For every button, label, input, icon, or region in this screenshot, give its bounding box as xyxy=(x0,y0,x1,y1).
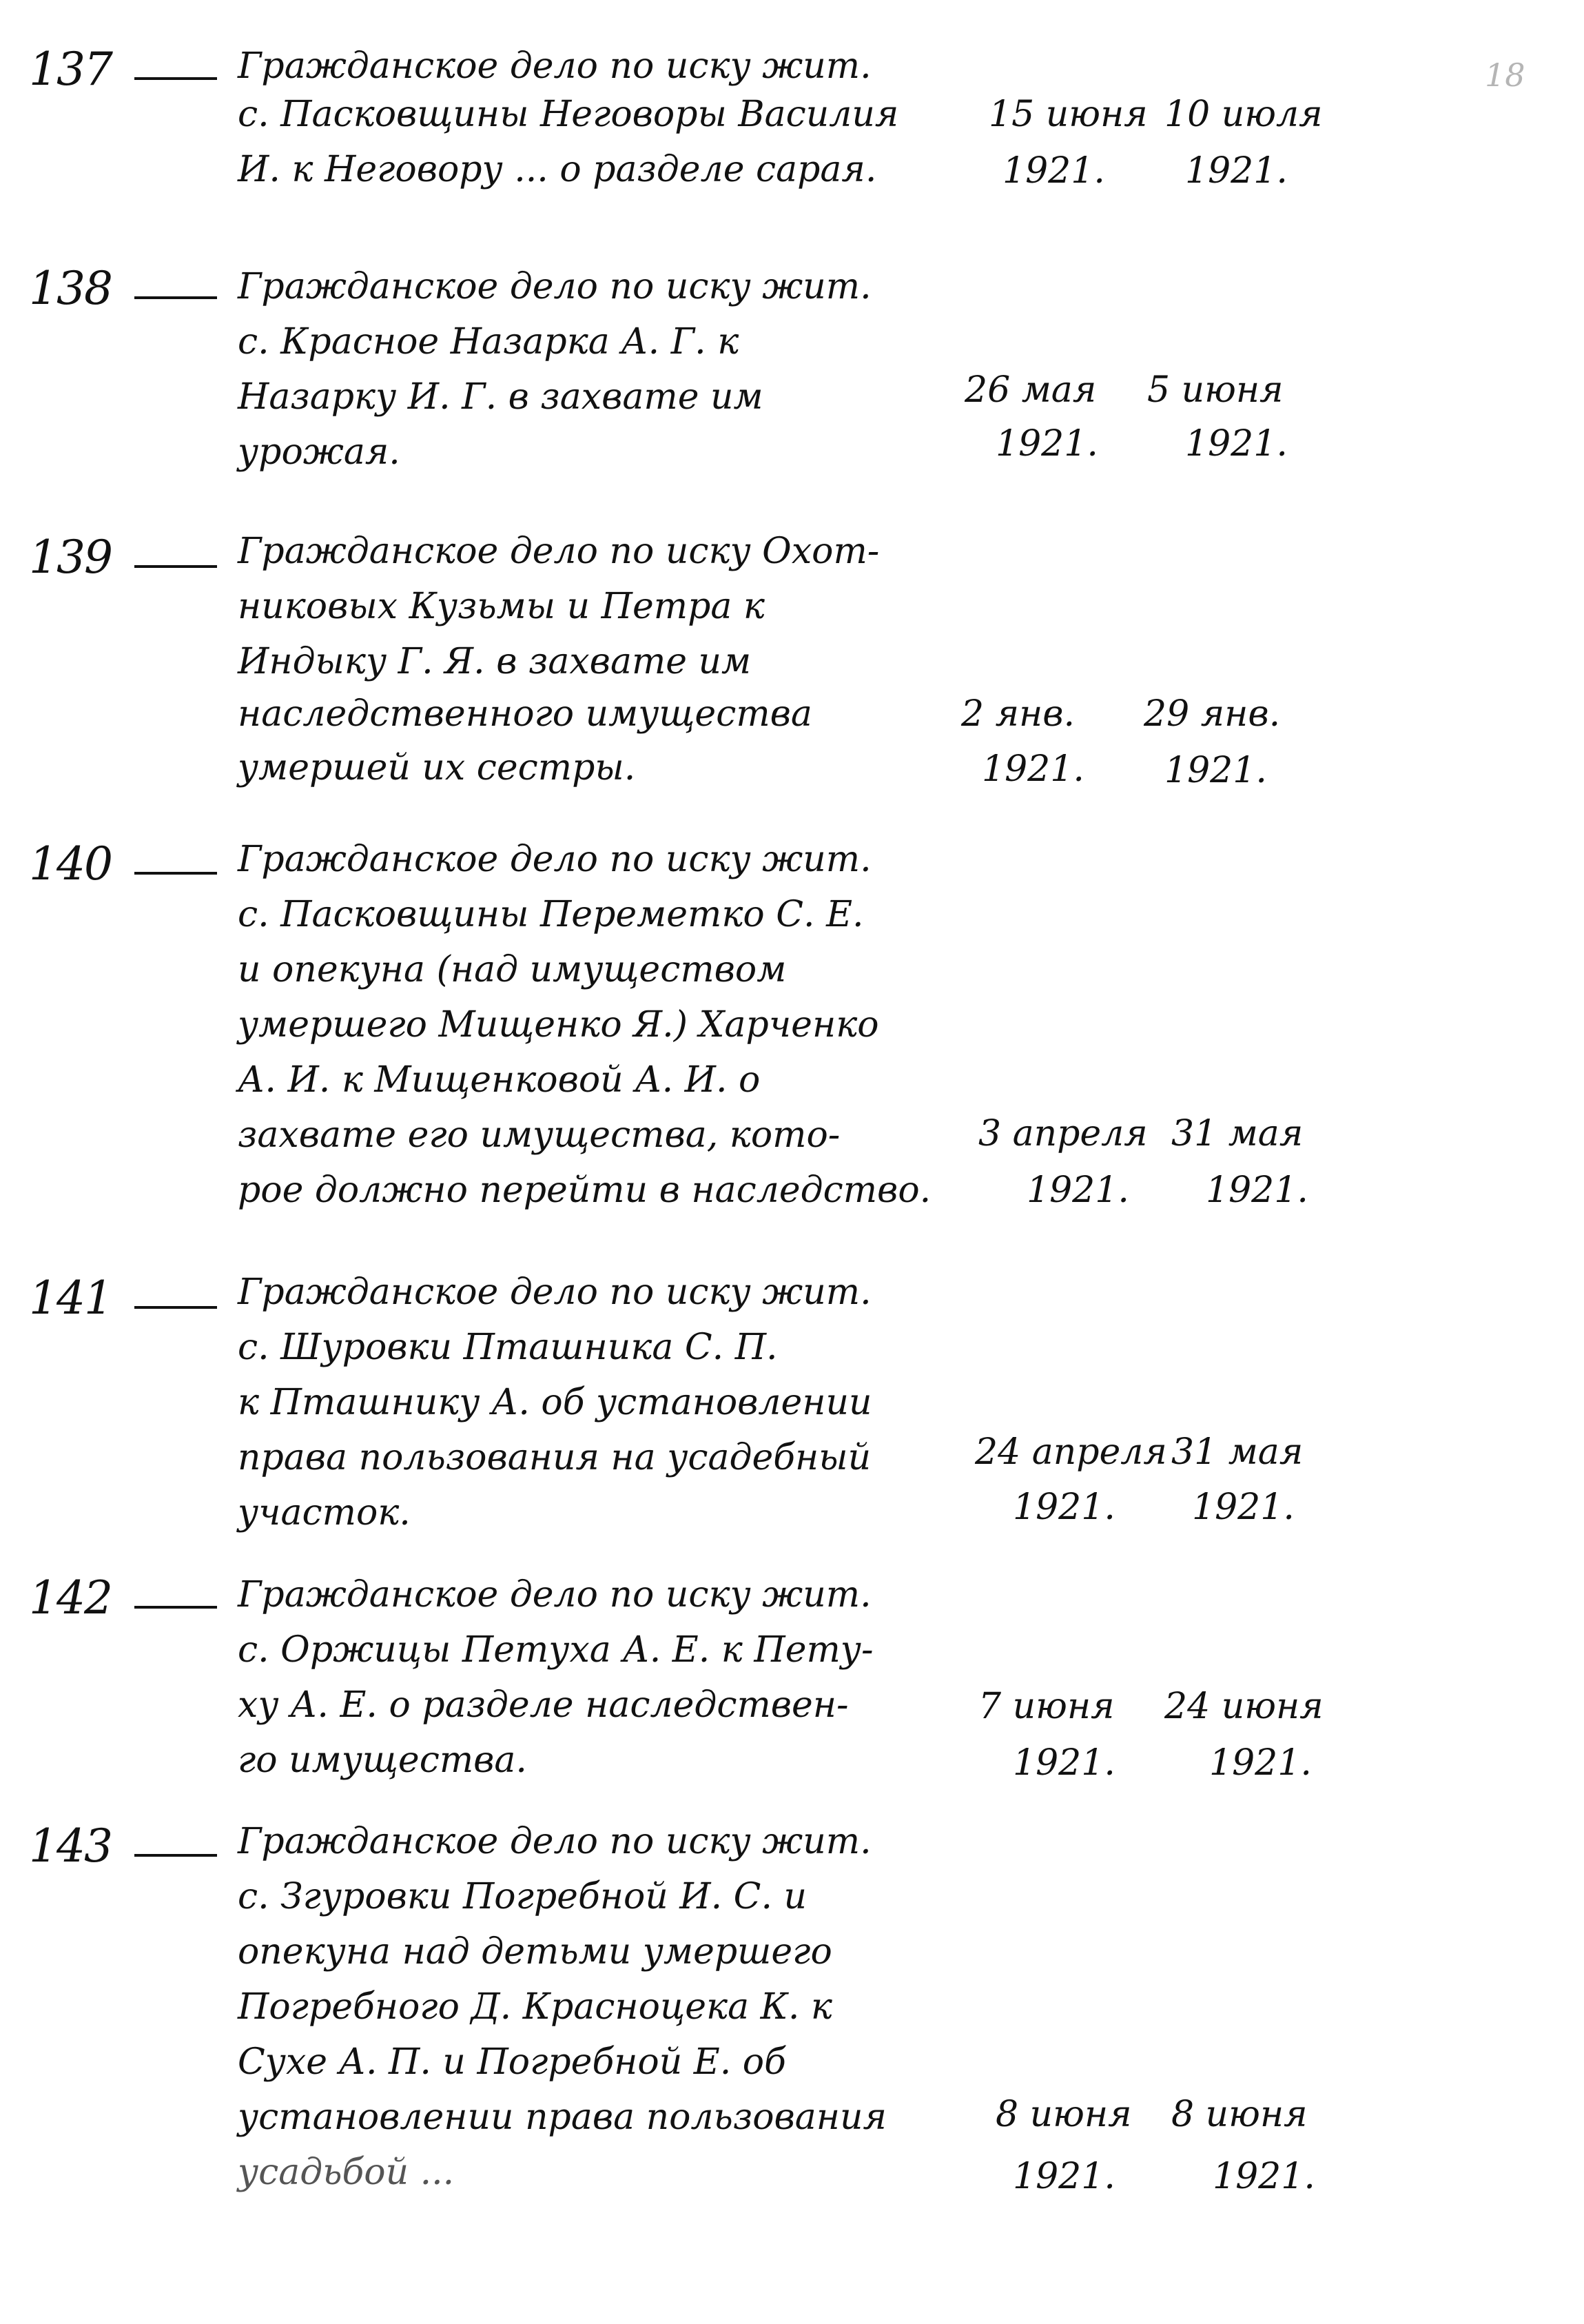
dash xyxy=(134,872,217,875)
start-date: 8 июня xyxy=(996,2094,1132,2135)
end-date: 8 июня xyxy=(1171,2094,1308,2135)
end-date: 10 июля xyxy=(1164,94,1323,135)
case-number: 141 xyxy=(29,1272,112,1325)
start-year: 1921. xyxy=(982,748,1084,790)
start-year: 1921. xyxy=(1002,150,1105,192)
end-year: 1921. xyxy=(1185,150,1288,192)
dash xyxy=(134,565,217,568)
dash xyxy=(134,77,217,80)
start-year: 1921. xyxy=(996,423,1098,465)
case-number: 139 xyxy=(29,531,112,584)
case-description-line: с. Оржицы Петуха А. Е. к Пету- xyxy=(238,1629,874,1671)
end-date: 24 июня xyxy=(1164,1686,1324,1727)
case-number: 138 xyxy=(29,262,112,315)
start-date: 3 апреля xyxy=(978,1113,1148,1154)
case-description-line: Гражданское дело по иску жит. xyxy=(238,266,872,307)
case-description-line: никовых Кузьмы и Петра к xyxy=(238,586,765,627)
case-description-line: И. к Неговору ... о разделе сарая. xyxy=(238,149,877,190)
case-description-line: к Пташнику А. об установлении xyxy=(238,1382,872,1423)
case-description-line: захвате его имущества, кото- xyxy=(238,1114,841,1156)
case-description-line: с. Пасковщины Неговоры Василия xyxy=(238,94,899,135)
end-date: 31 мая xyxy=(1171,1431,1304,1473)
end-year: 1921. xyxy=(1164,750,1267,791)
dash xyxy=(134,296,217,299)
case-description-line: права пользования на усадебный xyxy=(238,1437,872,1478)
case-description-line: с. Шуровки Пташника С. П. xyxy=(238,1327,778,1368)
case-description-line: ху А. Е. о разделе наследствен- xyxy=(238,1684,849,1726)
case-description-line: рое должно перейти в наследство. xyxy=(238,1170,932,1211)
case-description-line: наследственного имущества xyxy=(238,693,812,735)
start-date: 15 июня xyxy=(989,94,1148,135)
dash xyxy=(134,1854,217,1857)
case-description-line: Назарку И. Г. в захвате им xyxy=(238,376,763,418)
start-date: 2 янв. xyxy=(961,693,1076,735)
case-description-line: Гражданское дело по иску жит. xyxy=(238,1574,872,1615)
case-description-line: Индыку Г. Я. в захвате им xyxy=(238,641,752,682)
start-date: 26 мая xyxy=(965,369,1097,411)
end-year: 1921. xyxy=(1213,2156,1315,2197)
case-description-line: А. И. к Мищенковой А. И. о xyxy=(238,1059,761,1101)
case-description-line: и опекуна (над имуществом xyxy=(238,949,787,990)
case-number: 140 xyxy=(29,837,112,890)
end-year: 1921. xyxy=(1206,1170,1308,1211)
case-description-line: опекуна над детьми умершего xyxy=(238,1931,832,1973)
case-description-line: умершего Мищенко Я.) Харченко xyxy=(238,1004,879,1046)
case-number: 137 xyxy=(29,43,112,96)
end-year: 1921. xyxy=(1209,1742,1312,1784)
case-description-line: участок. xyxy=(238,1492,411,1533)
start-year: 1921. xyxy=(1013,2156,1115,2197)
case-description-line: с. Пасковщины Переметко С. Е. xyxy=(238,894,864,935)
case-description-line: урожая. xyxy=(238,431,400,473)
end-date: 5 июня xyxy=(1147,369,1284,411)
start-date: 24 апреля xyxy=(975,1431,1167,1473)
start-year: 1921. xyxy=(1027,1170,1129,1211)
case-number: 142 xyxy=(29,1571,112,1624)
end-date: 29 янв. xyxy=(1144,693,1281,735)
start-date: 7 июня xyxy=(978,1686,1115,1727)
case-number: 143 xyxy=(29,1820,112,1873)
case-description-line: Погребного Д. Красноцека К. к xyxy=(238,1986,832,2028)
case-description-line: с. Згуровки Погребной И. С. и xyxy=(238,1876,808,1917)
case-description-line: умершей их сестры. xyxy=(238,747,636,788)
end-year: 1921. xyxy=(1192,1487,1295,1528)
dash xyxy=(134,1606,217,1609)
case-description-line: Гражданское дело по иску жит. xyxy=(238,1272,872,1313)
end-date: 31 мая xyxy=(1171,1113,1304,1154)
case-description-line: Гражданское дело по иску жит. xyxy=(238,45,872,87)
case-description-line: с. Красное Назарка А. Г. к xyxy=(238,321,739,363)
dash xyxy=(134,1306,217,1309)
start-year: 1921. xyxy=(1013,1487,1115,1528)
case-description-line: Гражданское дело по иску Охот- xyxy=(238,531,880,572)
case-description-line: го имущества. xyxy=(238,1740,527,1781)
case-description-line: Сухе А. П. и Погребной Е. об xyxy=(238,2041,786,2083)
start-year: 1921. xyxy=(1013,1742,1115,1784)
case-description-line: Гражданское дело по иску жит. xyxy=(238,1821,872,1862)
page-number: 18 xyxy=(1485,57,1525,94)
case-description-line: усадьбой ... xyxy=(238,2152,455,2193)
end-year: 1921. xyxy=(1185,423,1288,465)
case-description-line: установлении права пользования xyxy=(238,2097,887,2138)
case-description-line: Гражданское дело по иску жит. xyxy=(238,839,872,880)
